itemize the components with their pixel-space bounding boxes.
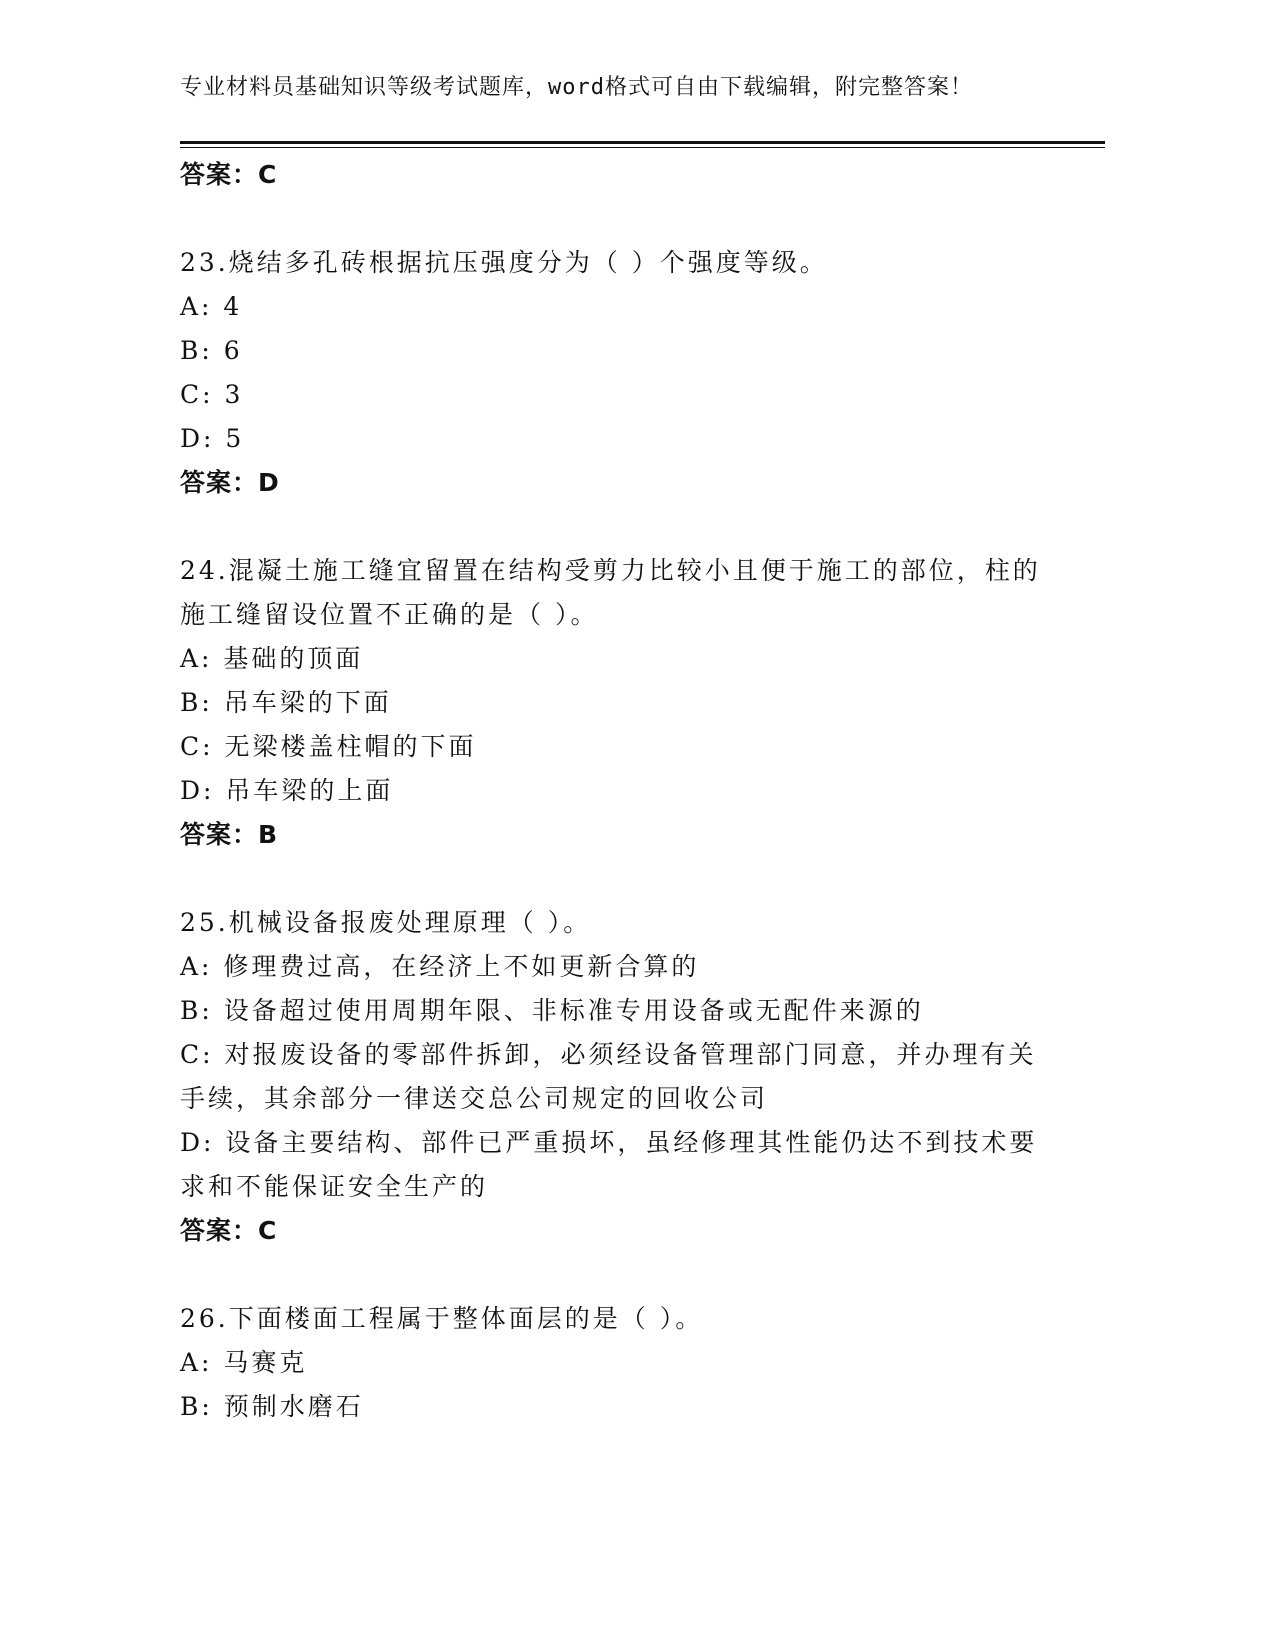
question-stem: 26.下面楼面工程属于整体面层的是（ ）。 (180, 1304, 704, 1333)
option-d: D: 吊车梁的上面 (180, 776, 394, 805)
header-rule-thin (180, 147, 1105, 148)
option-a: A: 4 (180, 292, 243, 321)
question-block (180, 901, 1060, 1253)
option-c: C: 3 (180, 380, 244, 409)
option-d: D: 设备主要结构、部件已严重损坏，虽经修理其性能仍达不到技术要 (180, 1128, 1038, 1157)
option-a: A: 修理费过高，在经济上不如更新合算的 (180, 952, 700, 981)
question-block (180, 1297, 1060, 1429)
option-a: A: 马赛克 (180, 1348, 308, 1377)
option-c: C: 对报废设备的零部件拆卸，必须经设备管理部门同意，并办理有关 (180, 1040, 1037, 1069)
answer-line: 答案：B (180, 820, 279, 849)
option-b: B: 6 (180, 336, 243, 365)
spacer (180, 857, 1060, 901)
question-content (180, 153, 1060, 1429)
option-c: C: 无梁楼盖柱帽的下面 (180, 732, 477, 761)
question-stem: 23.烧结多孔砖根据抗压强度分为（ ）个强度等级。 (180, 248, 828, 277)
question-block (180, 549, 1060, 857)
option-d: D: 5 (180, 424, 245, 453)
spacer (180, 505, 1060, 549)
header-rule-thick (180, 141, 1105, 144)
question-stem: 25.机械设备报废处理原理（ ）。 (180, 908, 592, 937)
option-d-continued: 求和不能保证安全生产的 (180, 1172, 489, 1201)
answer-line: 答案：D (180, 468, 280, 497)
option-b: B: 设备超过使用周期年限、非标准专用设备或无配件来源的 (180, 996, 924, 1025)
option-b: B: 预制水磨石 (180, 1392, 364, 1421)
question-stem-continued: 施工缝留设位置不正确的是（ ）。 (180, 600, 599, 629)
option-a: A: 基础的顶面 (180, 644, 364, 673)
spacer (180, 197, 1060, 241)
question-block (180, 241, 1060, 505)
question-stem: 24.混凝土施工缝宜留置在结构受剪力比较小且便于施工的部位，柱的 (180, 556, 1041, 585)
answer-line: 答案：C (180, 160, 278, 189)
spacer (180, 1253, 1060, 1297)
option-b: B: 吊车梁的下面 (180, 688, 392, 717)
answer-line: 答案：C (180, 1216, 278, 1245)
page-header: 专业材料员基础知识等级考试题库，word格式可自由下载编辑，附完整答案！ (180, 75, 973, 100)
option-c-continued: 手续，其余部分一律送交总公司规定的回收公司 (180, 1084, 769, 1113)
